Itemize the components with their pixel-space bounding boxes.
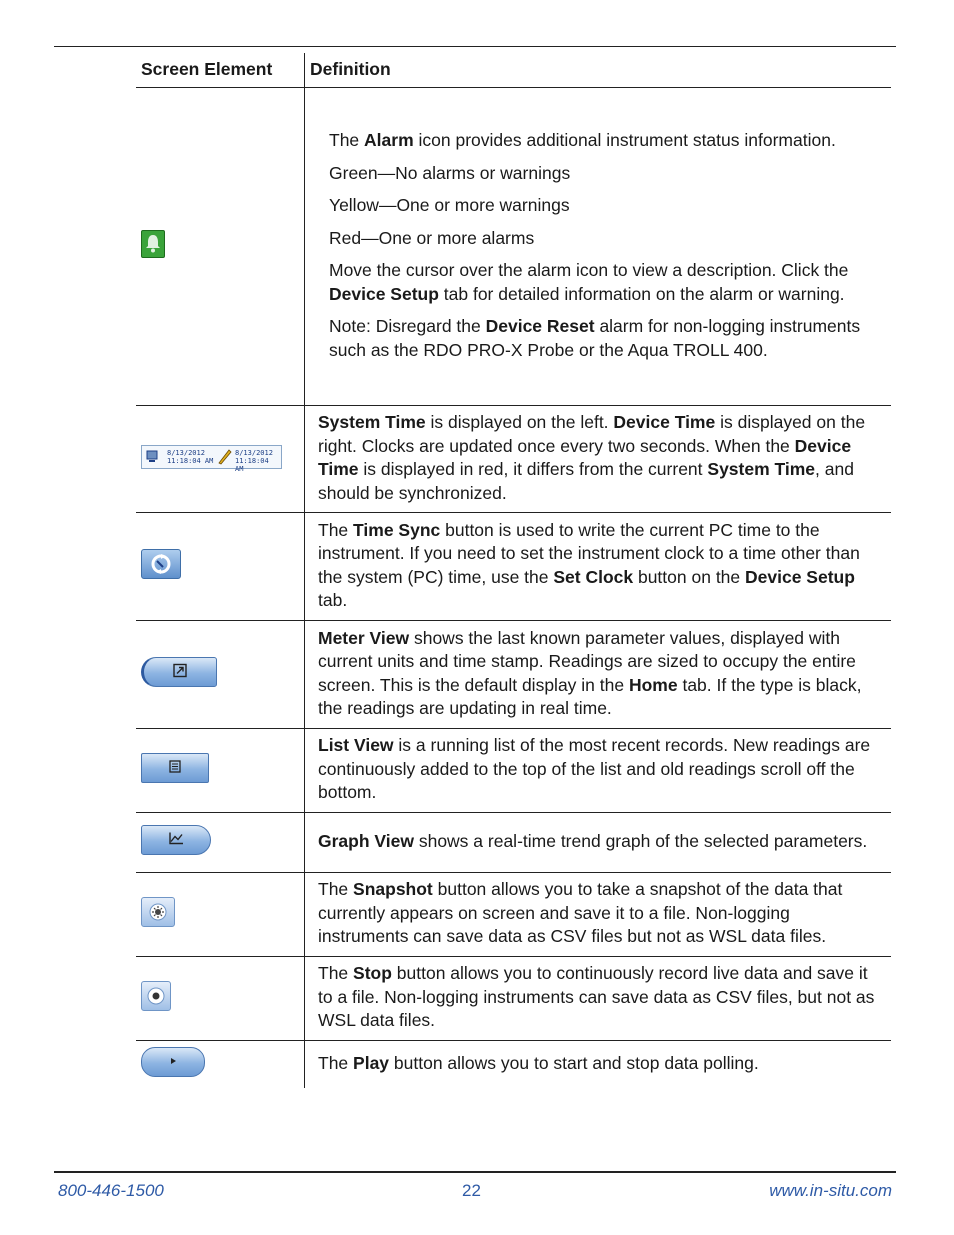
term-system-time: System Time [318, 412, 426, 432]
text: Note: Disregard the [329, 316, 486, 336]
text: button on the [633, 566, 746, 587]
meter-view-icon [141, 657, 217, 687]
text: alarm for non-logging instruments such as the RDO PRO-X Probe or the Aqua TROLL 400. [329, 316, 861, 360]
table-row-snapshot [136, 873, 891, 957]
snapshot-paragraph [318, 878, 883, 949]
definition-cell [305, 621, 892, 729]
screen-element-cell [136, 873, 305, 957]
alarm-yellow-line: Yellow—One or more warnings [329, 195, 570, 215]
list-view-icon [141, 753, 209, 783]
play-icon [141, 1047, 205, 1077]
table-row-time-sync [136, 513, 891, 621]
term-system-time: System Time [707, 459, 816, 479]
alarm-paragraph [329, 129, 883, 153]
column-header-screen-element: Screen Element [136, 53, 305, 88]
table-row-stop [136, 957, 891, 1041]
alarm-note-paragraph [329, 315, 883, 362]
term-stop: Stop [353, 963, 392, 984]
text: shows a real-time trend graph of the selected parameters. [413, 830, 868, 851]
column-header-definition: Definition [305, 53, 892, 88]
text: button allows you to continuously record live data and save it to a file. Non-logging instruments can save data as CSV files, but not as WSL data files. [318, 963, 875, 1031]
text: shows the last known parameter values, displayed with current units and time stamp. Readings are sized to occupy the entire screen. This is the default display in the [318, 627, 856, 695]
term-list-view: List View [318, 735, 394, 756]
text: The [329, 130, 365, 150]
text: tab. [318, 590, 348, 610]
table-row-play [136, 1041, 891, 1088]
system-device-time-icon [141, 445, 282, 473]
play-glyph-icon [168, 1055, 178, 1069]
definition-cell [305, 1041, 892, 1088]
term-device-reset: Device Reset [485, 316, 595, 336]
meter-view-paragraph [318, 627, 883, 721]
alarm-cursor-paragraph [329, 259, 883, 306]
text: is a running list of the most recent records. New readings are continuously added to the top of the list and old readings scroll off the bottom. [318, 735, 871, 803]
graph-view-icon [141, 825, 211, 855]
alarm-red-line: Red—One or more alarms [329, 227, 535, 248]
term-device-time: Device Time [613, 412, 716, 432]
header-rule [54, 46, 896, 47]
definition-cell [305, 957, 892, 1041]
definition-cell [305, 406, 892, 513]
table-header-row [136, 53, 891, 88]
definition-cell [305, 88, 892, 406]
text: The [318, 879, 354, 900]
text: icon provides additional instrument status information. [413, 130, 836, 150]
term-device-setup: Device Setup [329, 283, 439, 304]
list-glyph-icon [169, 760, 181, 776]
table-row-time [136, 406, 891, 513]
term-alarm: Alarm [364, 130, 414, 150]
screen-element-cell [136, 621, 305, 729]
stop-record-icon [141, 981, 171, 1011]
alarm-green-line: Green—No alarms or warnings [329, 162, 571, 183]
table-row-list-view [136, 729, 891, 813]
time-sync-icon [141, 549, 181, 579]
system-date-text: 8/13/2012 [167, 448, 205, 457]
definition-cell [305, 513, 892, 621]
term-graph-view: Graph View [318, 830, 414, 851]
time-paragraph [318, 411, 883, 505]
text: is displayed on the left. [425, 412, 614, 432]
text: button allows you to start and stop data polling. [389, 1052, 759, 1073]
device-date-text: 8/13/2012 [235, 448, 273, 457]
term-meter-view: Meter View [318, 627, 410, 648]
screen-element-cell [136, 406, 305, 513]
screen-element-cell [136, 729, 305, 813]
graph-glyph-icon [168, 832, 184, 849]
text: tab for detailed information on the alarm or warning. [438, 283, 845, 304]
screen-element-cell [136, 813, 305, 873]
alarm-bell-icon [141, 230, 165, 258]
play-paragraph [318, 1052, 883, 1076]
text: The [318, 519, 354, 540]
text: The [318, 963, 354, 984]
text: The [318, 1052, 354, 1073]
term-home: Home [628, 674, 678, 695]
time-sync-paragraph [318, 519, 883, 613]
term-device-setup: Device Setup [745, 566, 855, 587]
term-play: Play [353, 1052, 390, 1073]
text: is displayed on the right. Clocks are updated once every two seconds. When the [318, 412, 866, 456]
table-row-graph-view [136, 813, 891, 873]
term-set-clock: Set Clock [553, 566, 634, 587]
text: button allows you to take a snapshot of the data that currently appears on screen and save it to a file. Non-logging instruments can save data as CSV files but not as WSL data files. [318, 879, 843, 947]
text: Move the cursor over the alarm icon to view a description. Click the [329, 260, 849, 280]
device-pen-icon [217, 447, 233, 467]
list-view-paragraph [318, 734, 883, 805]
text: tab. If the type is black, the readings are updating in real time. [318, 674, 862, 718]
stop-paragraph [318, 962, 883, 1033]
table-row-alarm [136, 88, 891, 406]
footer-website[interactable]: www.in-situ.com [769, 1181, 892, 1200]
term-time-sync: Time Sync [353, 519, 441, 540]
screen-element-cell [136, 957, 305, 1041]
term-snapshot: Snapshot [353, 879, 433, 900]
text: is displayed in red, it differs from the current [358, 459, 708, 479]
definition-cell [305, 813, 892, 873]
screen-element-cell [136, 513, 305, 621]
definition-cell [305, 729, 892, 813]
text: , and should be synchronized. [318, 459, 854, 503]
screen-element-cell [136, 1041, 305, 1088]
screen-element-table [136, 53, 891, 1088]
snapshot-icon [141, 897, 175, 927]
system-time-text: 11:18:04 AM [167, 456, 214, 465]
graph-view-paragraph [318, 830, 883, 854]
page-number: 22 [462, 1181, 481, 1200]
table-row-meter-view [136, 621, 891, 729]
footer-phone: 800-446-1500 [58, 1181, 164, 1200]
definition-cell [305, 873, 892, 957]
text: button is used to write the current PC time to the instrument. If you need to set the instrument clock to a time other than the system (PC) time, use the [318, 519, 860, 587]
device-time-readout [235, 449, 281, 473]
footer-rule [54, 1171, 896, 1173]
device-time-text: 11:18:04 AM [235, 456, 269, 473]
meter-glyph-icon [173, 664, 187, 681]
system-time-readout [167, 449, 213, 465]
term-device-time: Device Time [318, 435, 852, 479]
screen-element-cell [136, 88, 305, 406]
